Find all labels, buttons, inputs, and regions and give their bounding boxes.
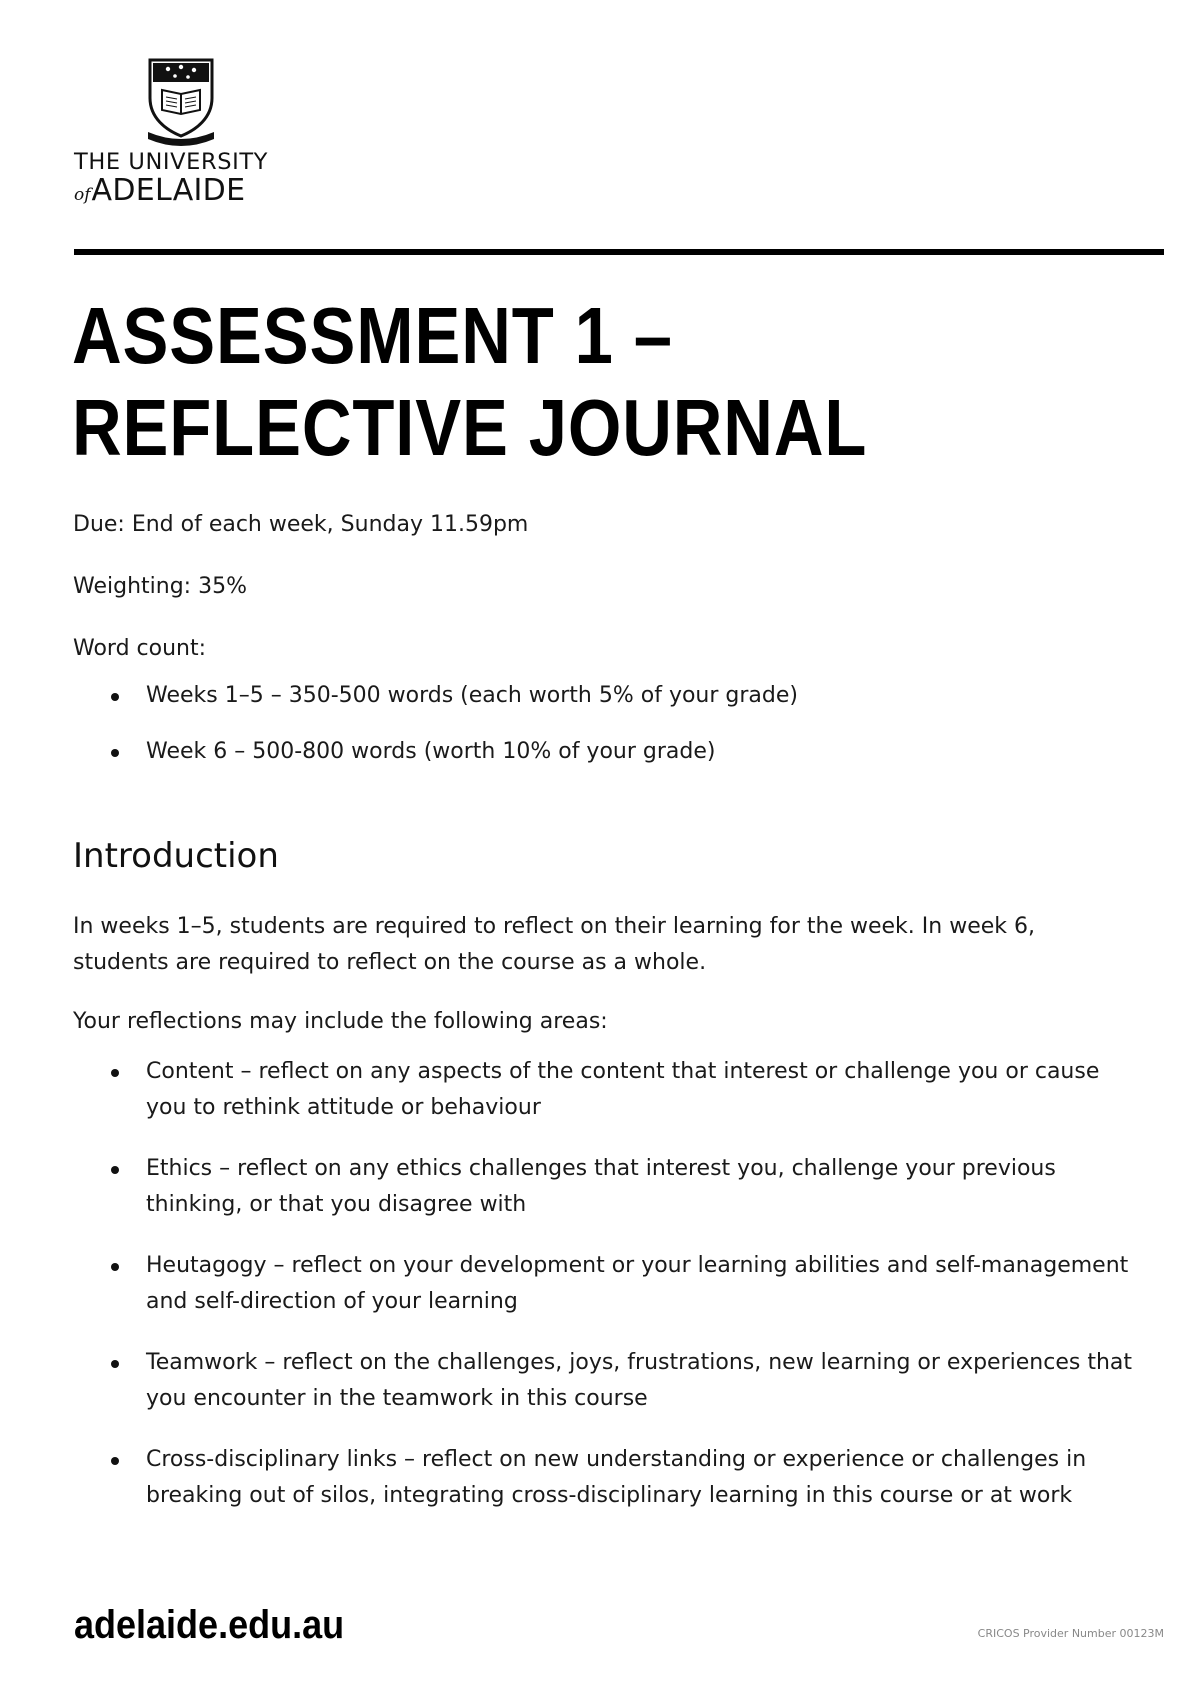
introduction-heading: Introduction (73, 836, 279, 876)
bullet-icon (111, 693, 119, 701)
due-date: Due: End of each week, Sunday 11.59pm (73, 512, 529, 537)
bullet-icon (111, 1166, 119, 1174)
logo-name: ADELAIDE (91, 173, 246, 208)
logo-line-adelaide (74, 173, 246, 208)
footer-cricos: CRICOS Provider Number 00123M (977, 1627, 1164, 1640)
bullet-icon (111, 1457, 119, 1465)
list-item-text: Week 6 – 500-800 words (worth 10% of your grade) (146, 739, 716, 764)
footer-website: adelaide.edu.au (74, 1603, 345, 1647)
list-item (73, 1151, 1133, 1223)
bullet-icon (111, 749, 119, 757)
bullet-icon (111, 1263, 119, 1271)
word-count-label: Word count: (73, 636, 207, 661)
list-item (73, 1345, 1133, 1417)
list-item-text: Cross-disciplinary links – reflect on new understanding or experience or challenges in breaking out of silos, integrating cross-disciplinary learning in this course or at work (146, 1447, 1087, 1508)
list-item (73, 1054, 1133, 1126)
list-item (73, 1248, 1133, 1320)
list-item-text: Teamwork – reflect on the challenges, joys, frustrations, new learning or experiences that you encounter in the teamwork in this course (146, 1350, 1132, 1411)
list-item-text: Ethics – reflect on any ethics challenges that interest you, challenge your previous thinking, or that you disagree with (146, 1156, 1056, 1217)
bullet-icon (111, 1360, 119, 1368)
introduction-paragraph: In weeks 1–5, students are required to reflect on their learning for the week. In week 6, students are required to reflect on the course as a whole. (73, 914, 1035, 975)
list-item (73, 1442, 1133, 1514)
list-item (73, 734, 1133, 770)
logo-line-university: THE UNIVERSITY (74, 149, 269, 175)
list-item-text: Heutagogy – reflect on your development or your learning abilities and self-management and self-direction of your learning (146, 1253, 1129, 1314)
list-item-text: Weeks 1–5 – 350-500 words (each worth 5% of your grade) (146, 683, 798, 708)
reflection-areas-list (73, 1054, 1133, 1539)
list-item-text: Content – reflect on any aspects of the content that interest or challenge you or cause you to rethink attitude or behaviour (146, 1059, 1100, 1120)
weighting: Weighting: 35% (73, 574, 247, 599)
header-divider (74, 249, 1164, 255)
logo-of: of (74, 185, 91, 205)
university-crest-icon (144, 58, 218, 146)
bullet-icon (111, 1069, 119, 1077)
page-title: ASSESSMENT 1 – REFLECTIVE JOURNAL (72, 291, 868, 472)
word-count-list (73, 678, 1133, 790)
areas-intro: Your reflections may include the following areas: (73, 1009, 608, 1034)
list-item (73, 678, 1133, 714)
